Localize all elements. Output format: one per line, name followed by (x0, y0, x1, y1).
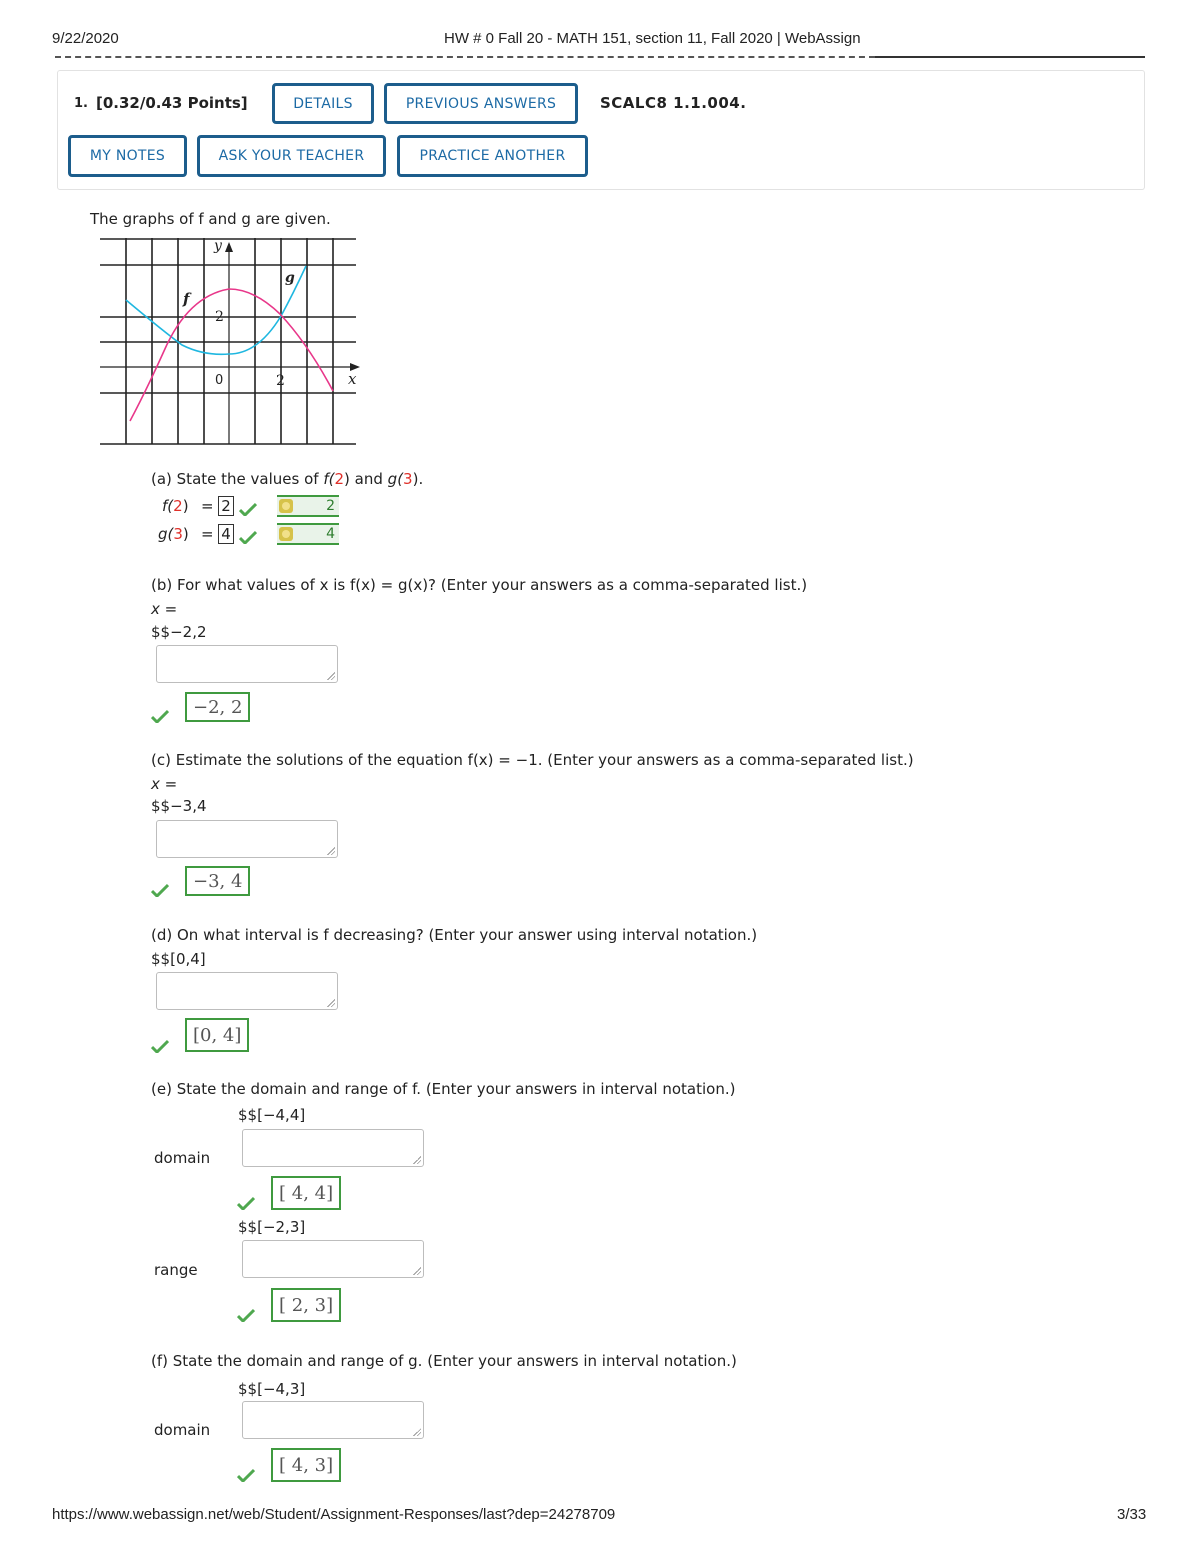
part-a-f-key-answer: 2 (277, 495, 339, 517)
part-e-prompt: (e) State the domain and range of f. (Enter your answers in interval notation.) (151, 1080, 736, 1098)
part-c-check-icon (151, 883, 169, 897)
graph-axes (100, 244, 354, 444)
x-tick-2: 2 (276, 373, 285, 389)
g-label: g (285, 270, 295, 286)
answer-key-icon (279, 527, 293, 541)
part-a-f-value[interactable]: 2 (218, 496, 234, 516)
print-date: 9/22/2020 (52, 30, 119, 47)
part-b-answer-input[interactable] (156, 645, 338, 683)
part-e-range-rendered: [ 2, 3] (271, 1288, 341, 1322)
x-axis-label: x (348, 370, 357, 388)
part-d-latex: $$[0,4] (151, 950, 206, 968)
part-d-answer-input[interactable] (156, 972, 338, 1010)
part-c-rendered-answer: −3, 4 (185, 866, 250, 896)
question-points: [0.32/0.43 Points] (96, 94, 248, 112)
graph-grid (100, 238, 356, 444)
part-a-f-check-icon (239, 502, 257, 516)
part-e-domain-label: domain (154, 1149, 211, 1167)
part-e-range-check-icon (237, 1308, 255, 1322)
ask-teacher-button[interactable]: ASK YOUR TEACHER (197, 135, 386, 177)
part-c-prompt: (c) Estimate the solutions of the equation f(x) = −1. (Enter your answers as a comma-separated list.) (151, 751, 914, 769)
page-title: HW # 0 Fall 20 - MATH 151, section 11, Fall 2020 | WebAssign (444, 30, 861, 47)
y-tick-2: 2 (215, 309, 224, 325)
part-f-prompt: (f) State the domain and range of g. (Enter your answers in interval notation.) (151, 1352, 737, 1370)
part-a-f-label: f(2) (162, 497, 189, 515)
question-intro: The graphs of f and g are given. (90, 210, 331, 228)
part-e-domain-latex: $$[−4,4] (238, 1106, 306, 1124)
question-number: 1. (74, 96, 88, 111)
my-notes-button[interactable]: MY NOTES (68, 135, 187, 177)
part-b-rendered-answer: −2, 2 (185, 692, 250, 722)
footer-page-number: 3/33 (1117, 1506, 1147, 1523)
part-f-domain-latex: $$[−4,3] (238, 1380, 306, 1398)
part-b-var: x = (151, 600, 178, 618)
part-f-domain-input[interactable] (242, 1401, 424, 1439)
y-axis-label: y (214, 238, 222, 254)
answer-key-icon (279, 499, 293, 513)
footer-url: https://www.webassign.net/web/Student/Assignment-Responses/last?dep=24278709 (52, 1506, 616, 1523)
part-c-answer-input[interactable] (156, 820, 338, 858)
part-c-var: x = (151, 775, 178, 793)
part-d-rendered-answer: [0, 4] (185, 1018, 249, 1052)
practice-another-button[interactable]: PRACTICE ANOTHER (397, 135, 588, 177)
part-a-g-value[interactable]: 4 (218, 524, 234, 544)
part-f-domain-check-icon (237, 1468, 255, 1482)
part-b-check-icon (151, 709, 169, 723)
part-f-domain-label: domain (154, 1421, 211, 1439)
part-a-g-label: g(3) (158, 525, 189, 543)
part-e-range-label: range (154, 1261, 198, 1279)
part-a-g-key-answer: 4 (277, 523, 339, 545)
part-b-latex: $$−2,2 (151, 623, 207, 641)
part-d-prompt: (d) On what interval is f decreasing? (Enter your answer using interval notation.) (151, 926, 758, 944)
function-graph (98, 236, 360, 448)
y-axis-arrow (225, 242, 233, 252)
part-a-prompt: (a) State the values of f(2) and g(3). (151, 470, 424, 488)
part-e-domain-input[interactable] (242, 1129, 424, 1167)
f-curve (130, 289, 333, 421)
part-c-latex: $$−3,4 (151, 797, 207, 815)
part-b-prompt: (b) For what values of x is f(x) = g(x)? (Enter your answers as a comma-separated list.) (151, 576, 808, 594)
origin-label: 0 (215, 373, 224, 388)
part-e-domain-check-icon (237, 1196, 255, 1210)
part-e-range-input[interactable] (242, 1240, 424, 1278)
f-label: f (183, 290, 190, 308)
part-a-g-check-icon (239, 530, 257, 544)
part-e-domain-rendered: [ 4, 4] (271, 1176, 341, 1210)
part-d-check-icon (151, 1039, 169, 1053)
part-e-range-latex: $$[−2,3] (238, 1218, 306, 1236)
part-f-domain-rendered: [ 4, 3] (271, 1448, 341, 1482)
part-a-g-eq: = (201, 525, 214, 543)
previous-answers-button[interactable]: PREVIOUS ANSWERS (384, 83, 578, 124)
part-a-f-eq: = (201, 497, 214, 515)
details-button[interactable]: DETAILS (272, 83, 374, 124)
header-divider-dashed (55, 56, 875, 58)
header-divider-solid (875, 56, 1145, 58)
question-code: SCALC8 1.1.004. (600, 94, 747, 112)
